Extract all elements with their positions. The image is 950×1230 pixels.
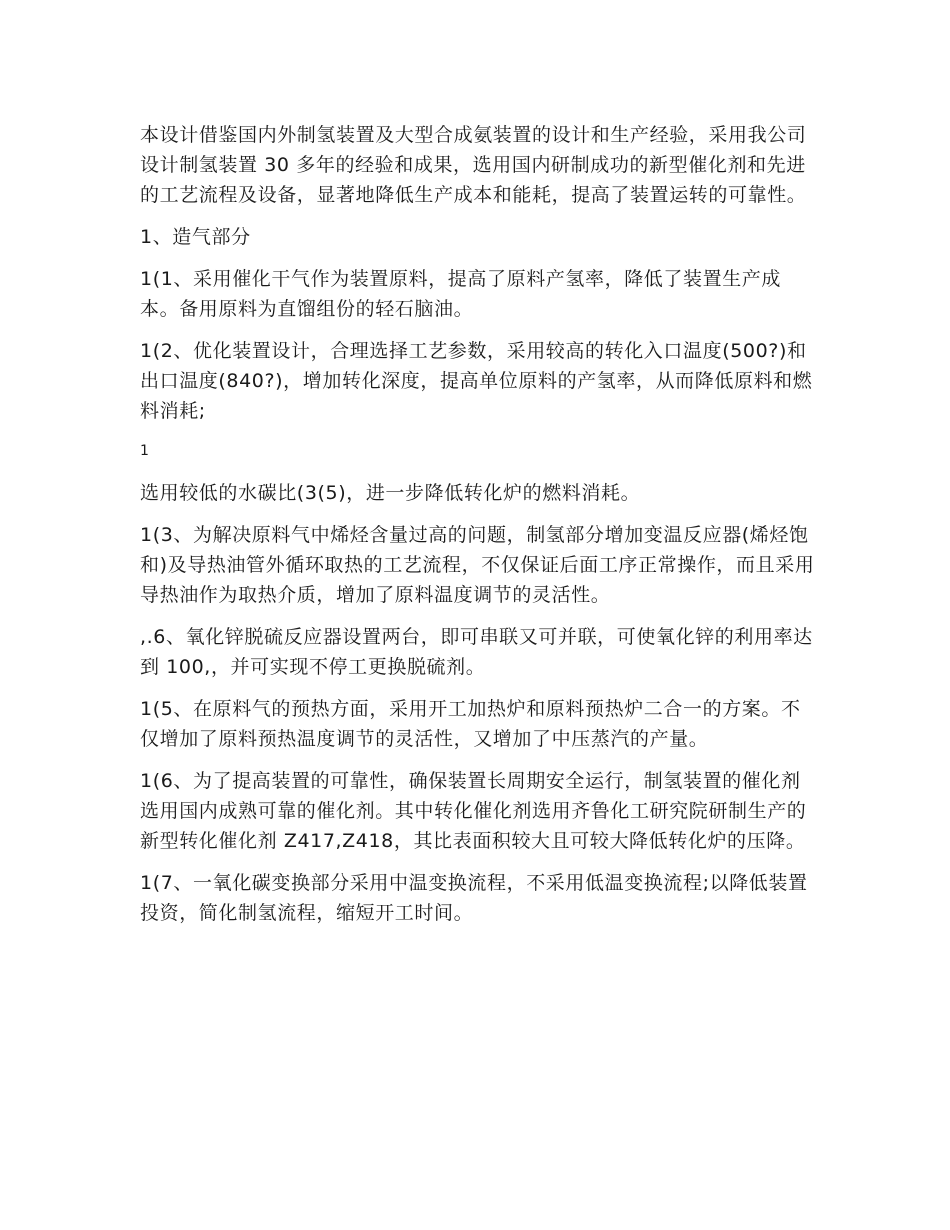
paragraph-item-1-6: 1(6、为了提高装置的可靠性，确保装置长周期安全运行，制氢装置的催化剂选用国内成熟可靠的催化剂。其中转化催化剂选用齐鲁化工研究院研制生产的新型转化催化剂 Z417,Z418，其比表面积较大且可较大降低转化炉的压降。 xyxy=(140,770,807,852)
paragraph-item-1-7: 1(7、一氧化碳变换部分采用中温变换流程，不采用低温变换流程;以降低装置投资，简化制氢流程，缩短开工时间。 xyxy=(140,872,808,924)
paragraph-intro: 本设计借鉴国内外制氢装置及大型合成氨装置的设计和生产经验，采用我公司设计制氢装置 30 多年的经验和成果，选用国内研制成功的新型催化剂和先进的工艺流程及设备，显著地降低生产成本和能耗，提高了装置运转的可靠性。 xyxy=(140,124,807,206)
paragraph-item-1-1: 1(1、采用催化干气作为装置原料，提高了原料产氢率，降低了装置生产成本。备用原料为直馏组份的轻石脑油。 xyxy=(140,268,781,320)
paragraph-item-1-3: 1(3、为解决原料气中烯烃含量过高的问题，制氢部分增加变温反应器(烯烃饱和)及导热油管外循环取热的工艺流程，不仅保证后面工序正常操作，而且采用导热油作为取热介质，增加了原料温度调节的灵活性。 xyxy=(140,524,815,606)
paragraph-item-6: ,.6、氧化锌脱硫反应器设置两台，即可串联又可并联，可使氧化锌的利用率达到 100,，并可实现不停工更换脱硫剂。 xyxy=(140,626,813,678)
page-number-marker: 1 xyxy=(140,443,150,459)
document-body xyxy=(140,120,815,940)
paragraph-item-1-5: 1(5、在原料气的预热方面，采用开工加热炉和原料预热炉二合一的方案。不仅增加了原料预热温度调节的灵活性，又增加了中压蒸汽的产量。 xyxy=(140,698,801,750)
paragraph-water-carbon: 选用较低的水碳比(3(5)，进一步降低转化炉的燃料消耗。 xyxy=(140,482,641,504)
paragraph-item-1-2: 1(2、优化装置设计，合理选择工艺参数，采用较高的转化入口温度(500?)和出口温度(840?)，增加转化深度，提高单位原料的产氢率，从而降低原料和燃料消耗; xyxy=(140,340,813,422)
section-heading: 1、造气部分 xyxy=(140,226,251,248)
